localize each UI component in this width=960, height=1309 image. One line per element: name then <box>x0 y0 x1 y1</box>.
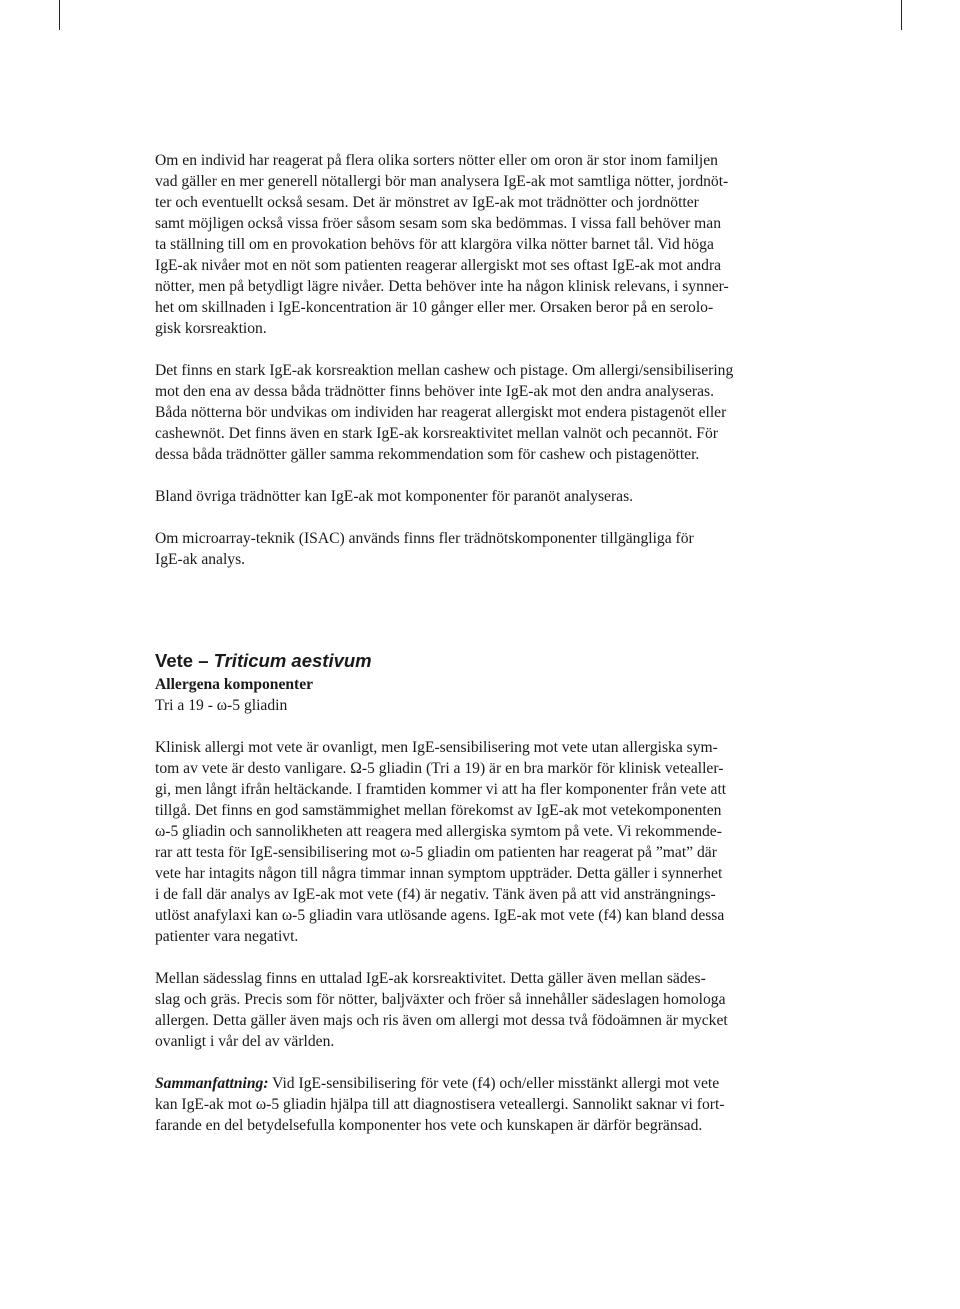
summary-first-line <box>155 1073 805 1094</box>
intro-paragraph-2 <box>155 360 805 465</box>
text-line: IgE-ak nivåer mot en nöt som patienten reagerar allergiskt mot ses oftast IgE-ak mot andra <box>155 257 722 274</box>
intro-paragraph-3 <box>155 486 805 507</box>
summary-first-text: Vid IgE-sensibilisering för vete (f4) och/eller misstänkt allergi mot vete <box>268 1075 720 1092</box>
page-content <box>155 150 805 1157</box>
text-line: dessa båda trädnötter gäller samma rekommendation som för cashew och pistagenötter. <box>155 446 700 463</box>
text-line: ovanligt i vår del av världen. <box>155 1033 335 1050</box>
text-line: vad gäller en mer generell nötallergi bör man analysera IgE-ak mot samtliga nötter, jordnöt- <box>155 173 729 190</box>
text-line: i de fall där analys av IgE-ak mot vete (f4) är negativ. Tänk även på att vid ansträngnings- <box>155 886 716 903</box>
text-line: cashewnöt. Det finns även en stark IgE-ak korsreaktivitet mellan valnöt och pecannöt. För <box>155 425 718 442</box>
crop-mark-right <box>901 0 902 30</box>
text-line: IgE-ak analys. <box>155 551 246 568</box>
text-line: ta ställning till om en provokation behövs för att klargöra vilka nötter barnet tål. Vid höga <box>155 236 714 253</box>
text-line: nötter, men på betydligt lägre nivåer. Detta behöver inte ha någon klinisk relevans, i synner- <box>155 278 729 295</box>
text-line: ω-5 gliadin och sannolikheten att reagera med allergiska symtom på vete. Vi rekommende- <box>155 823 722 840</box>
text-line: kan IgE-ak mot ω-5 gliadin hjälpa till att diagnostisera veteallergi. Sannolikt saknar vi fort- <box>155 1096 725 1113</box>
intro-paragraph-1 <box>155 150 805 339</box>
section-spacer <box>155 591 805 648</box>
heading-common-name: Vete – <box>155 650 214 671</box>
component-name: Tri a 19 - ω-5 gliadin <box>155 697 288 714</box>
text-line: mot den ena av dessa båda trädnötter finns behöver inte IgE-ak mot den andra analyseras. <box>155 383 714 400</box>
summary-paragraph <box>155 1073 805 1136</box>
text-line: Om microarray-teknik (ISAC) används finns fler trädnötskomponenter tillgängliga för <box>155 530 694 547</box>
text-line: het om skillnaden i IgE-koncentration är 10 gånger eller mer. Orsaken beror på en serolo- <box>155 299 714 316</box>
text-line: patienter vara negativt. <box>155 928 299 945</box>
text-line: samt möjligen också vissa fröer såsom sesam som ska bedömmas. I vissa fall behöver man <box>155 215 722 232</box>
summary-label: Sammanfattning: <box>155 1075 269 1092</box>
text-line: gi, men långt ifrån heltäckande. I framtiden kommer vi att ha fler komponenter från vete att <box>155 781 727 798</box>
text-line: allergen. Detta gäller även majs och ris även om allergi mot dessa två födoämnen är mycket <box>155 1012 728 1029</box>
section-heading <box>155 648 805 674</box>
text-line: Klinisk allergi mot vete är ovanligt, men IgE-sensibilisering mot vete utan allergiska sym- <box>155 739 718 756</box>
crop-mark-left <box>59 0 60 30</box>
text-line: utlöst anafylaxi kan ω-5 gliadin vara utlösande agens. IgE-ak mot vete (f4) kan bland dessa <box>155 907 725 924</box>
text-line: ter och eventuellt också sesam. Det är mönstret av IgE-ak mot trädnötter och jordnötter <box>155 194 699 211</box>
heading-latin-name: Triticum aestivum <box>213 650 372 671</box>
text-line: Mellan sädesslag finns en uttalad IgE-ak korsreaktivitet. Detta gäller även mellan sädes- <box>155 970 706 987</box>
text-line: farande en del betydelsefulla komponenter hos vete och kunskapen är därför begränsad. <box>155 1117 703 1134</box>
intro-paragraph-4 <box>155 528 805 570</box>
text-line: Om en individ har reagerat på flera olika sorters nötter eller om oron är stor inom familjen <box>155 152 718 169</box>
text-line: gisk korsreaktion. <box>155 320 267 337</box>
section-paragraph-1 <box>155 737 805 947</box>
text-line: Det finns en stark IgE-ak korsreaktion mellan cashew och pistage. Om allergi/sensibilisering <box>155 362 734 379</box>
text-line: slag och gräs. Precis som för nötter, baljväxter och fröer så innehåller sädeslagen homologa <box>155 991 726 1008</box>
text-line: vete har intagits någon till några timmar innan symptom uppträder. Detta gäller i synnerhet <box>155 865 723 882</box>
text-line: Bland övriga trädnötter kan IgE-ak mot komponenter för paranöt analyseras. <box>155 488 634 505</box>
section-paragraph-2 <box>155 968 805 1052</box>
text-line: Båda nötterna bör undvikas om individen har reagerat allergiskt mot endera pistagenöt eller <box>155 404 727 421</box>
section-subheading: Allergena komponenter <box>155 676 314 693</box>
text-line: tom av vete är desto vanligare. Ω-5 gliadin (Tri a 19) är en bra markör för klinisk vetealler- <box>155 760 724 777</box>
text-line: rar att testa för IgE-sensibilisering mot ω-5 gliadin om patienten har reagerat på ”mat” där <box>155 844 717 861</box>
text-line: tillgå. Det finns en god samstämmighet mellan förekomst av IgE-ak mot vetekomponenten <box>155 802 722 819</box>
